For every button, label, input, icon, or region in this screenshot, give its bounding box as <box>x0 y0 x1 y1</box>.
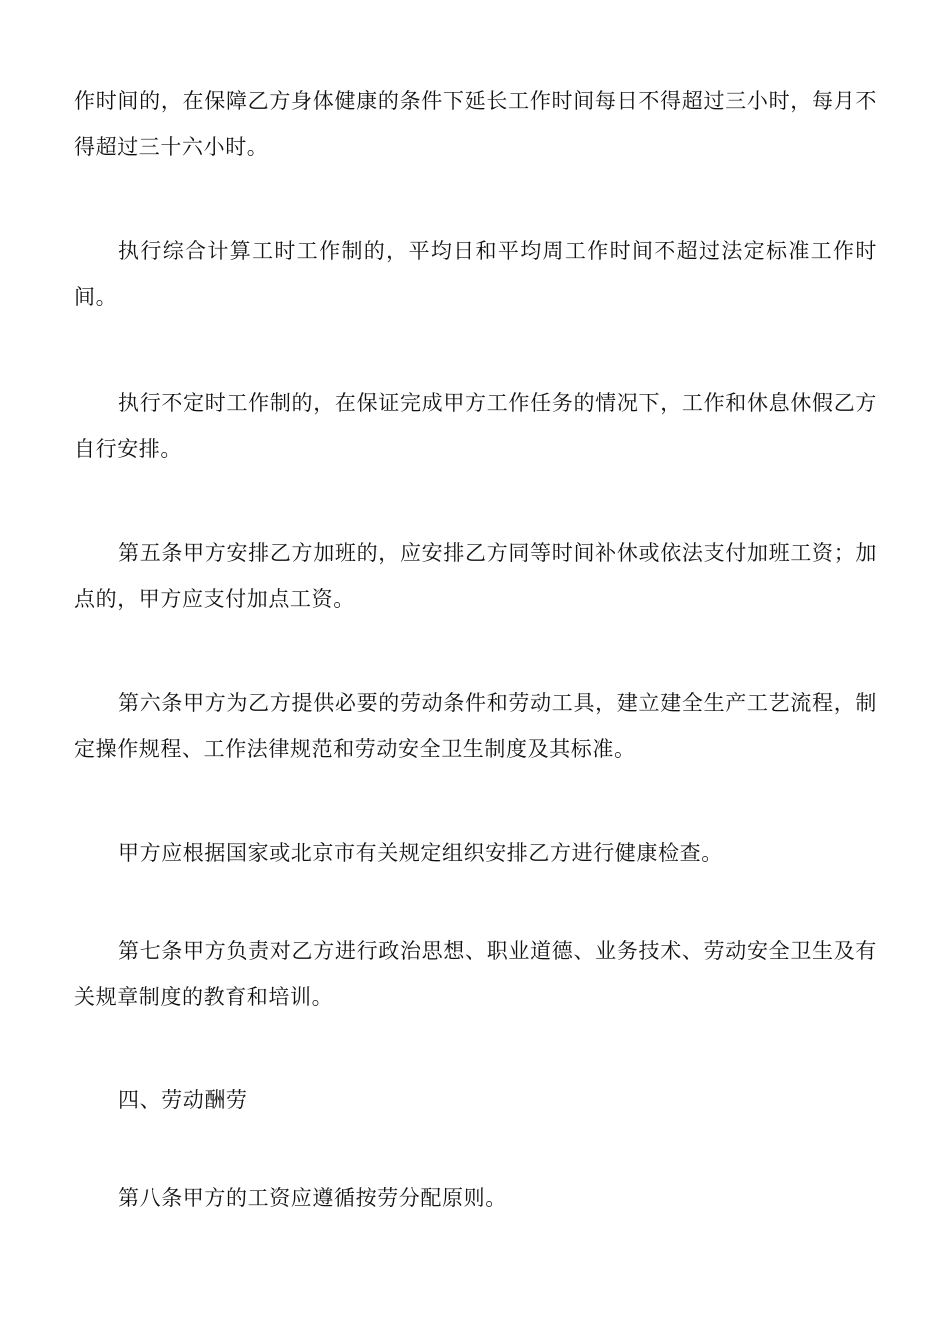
paragraph-comprehensive-hours: 执行综合计算工时工作制的，平均日和平均周工作时间不超过法定标准工作时间。 <box>74 239 877 309</box>
section-heading-labor-pay: 四、劳动酬劳 <box>118 1088 248 1112</box>
paragraph-overtime-limit: 作时间的，在保障乙方身体健康的条件下延长工作时间每日不得超过三小时，每月不得超过三十六小时。 <box>74 89 877 159</box>
paragraph-article-7: 第七条甲方负责对乙方进行政治思想、职业道德、业务技术、劳动安全卫生及有关规章制度的教育和培训。 <box>74 939 877 1009</box>
paragraph-flexible-hours: 执行不定时工作制的，在保证完成甲方工作任务的情况下，工作和休息休假乙方自行安排。 <box>74 391 877 461</box>
paragraph-article-8: 第八条甲方的工资应遵循按劳分配原则。 <box>118 1186 507 1210</box>
paragraph-article-6: 第六条甲方为乙方提供必要的劳动条件和劳动工具，建立建全生产工艺流程，制定操作规程、工作法律规范和劳动安全卫生制度及其标准。 <box>74 691 877 761</box>
paragraph-article-5: 第五条甲方安排乙方加班的，应安排乙方同等时间补休或依法支付加班工资；加点的，甲方应支付加点工资。 <box>74 541 877 611</box>
paragraph-health-check: 甲方应根据国家或北京市有关规定组织安排乙方进行健康检查。 <box>118 841 723 865</box>
